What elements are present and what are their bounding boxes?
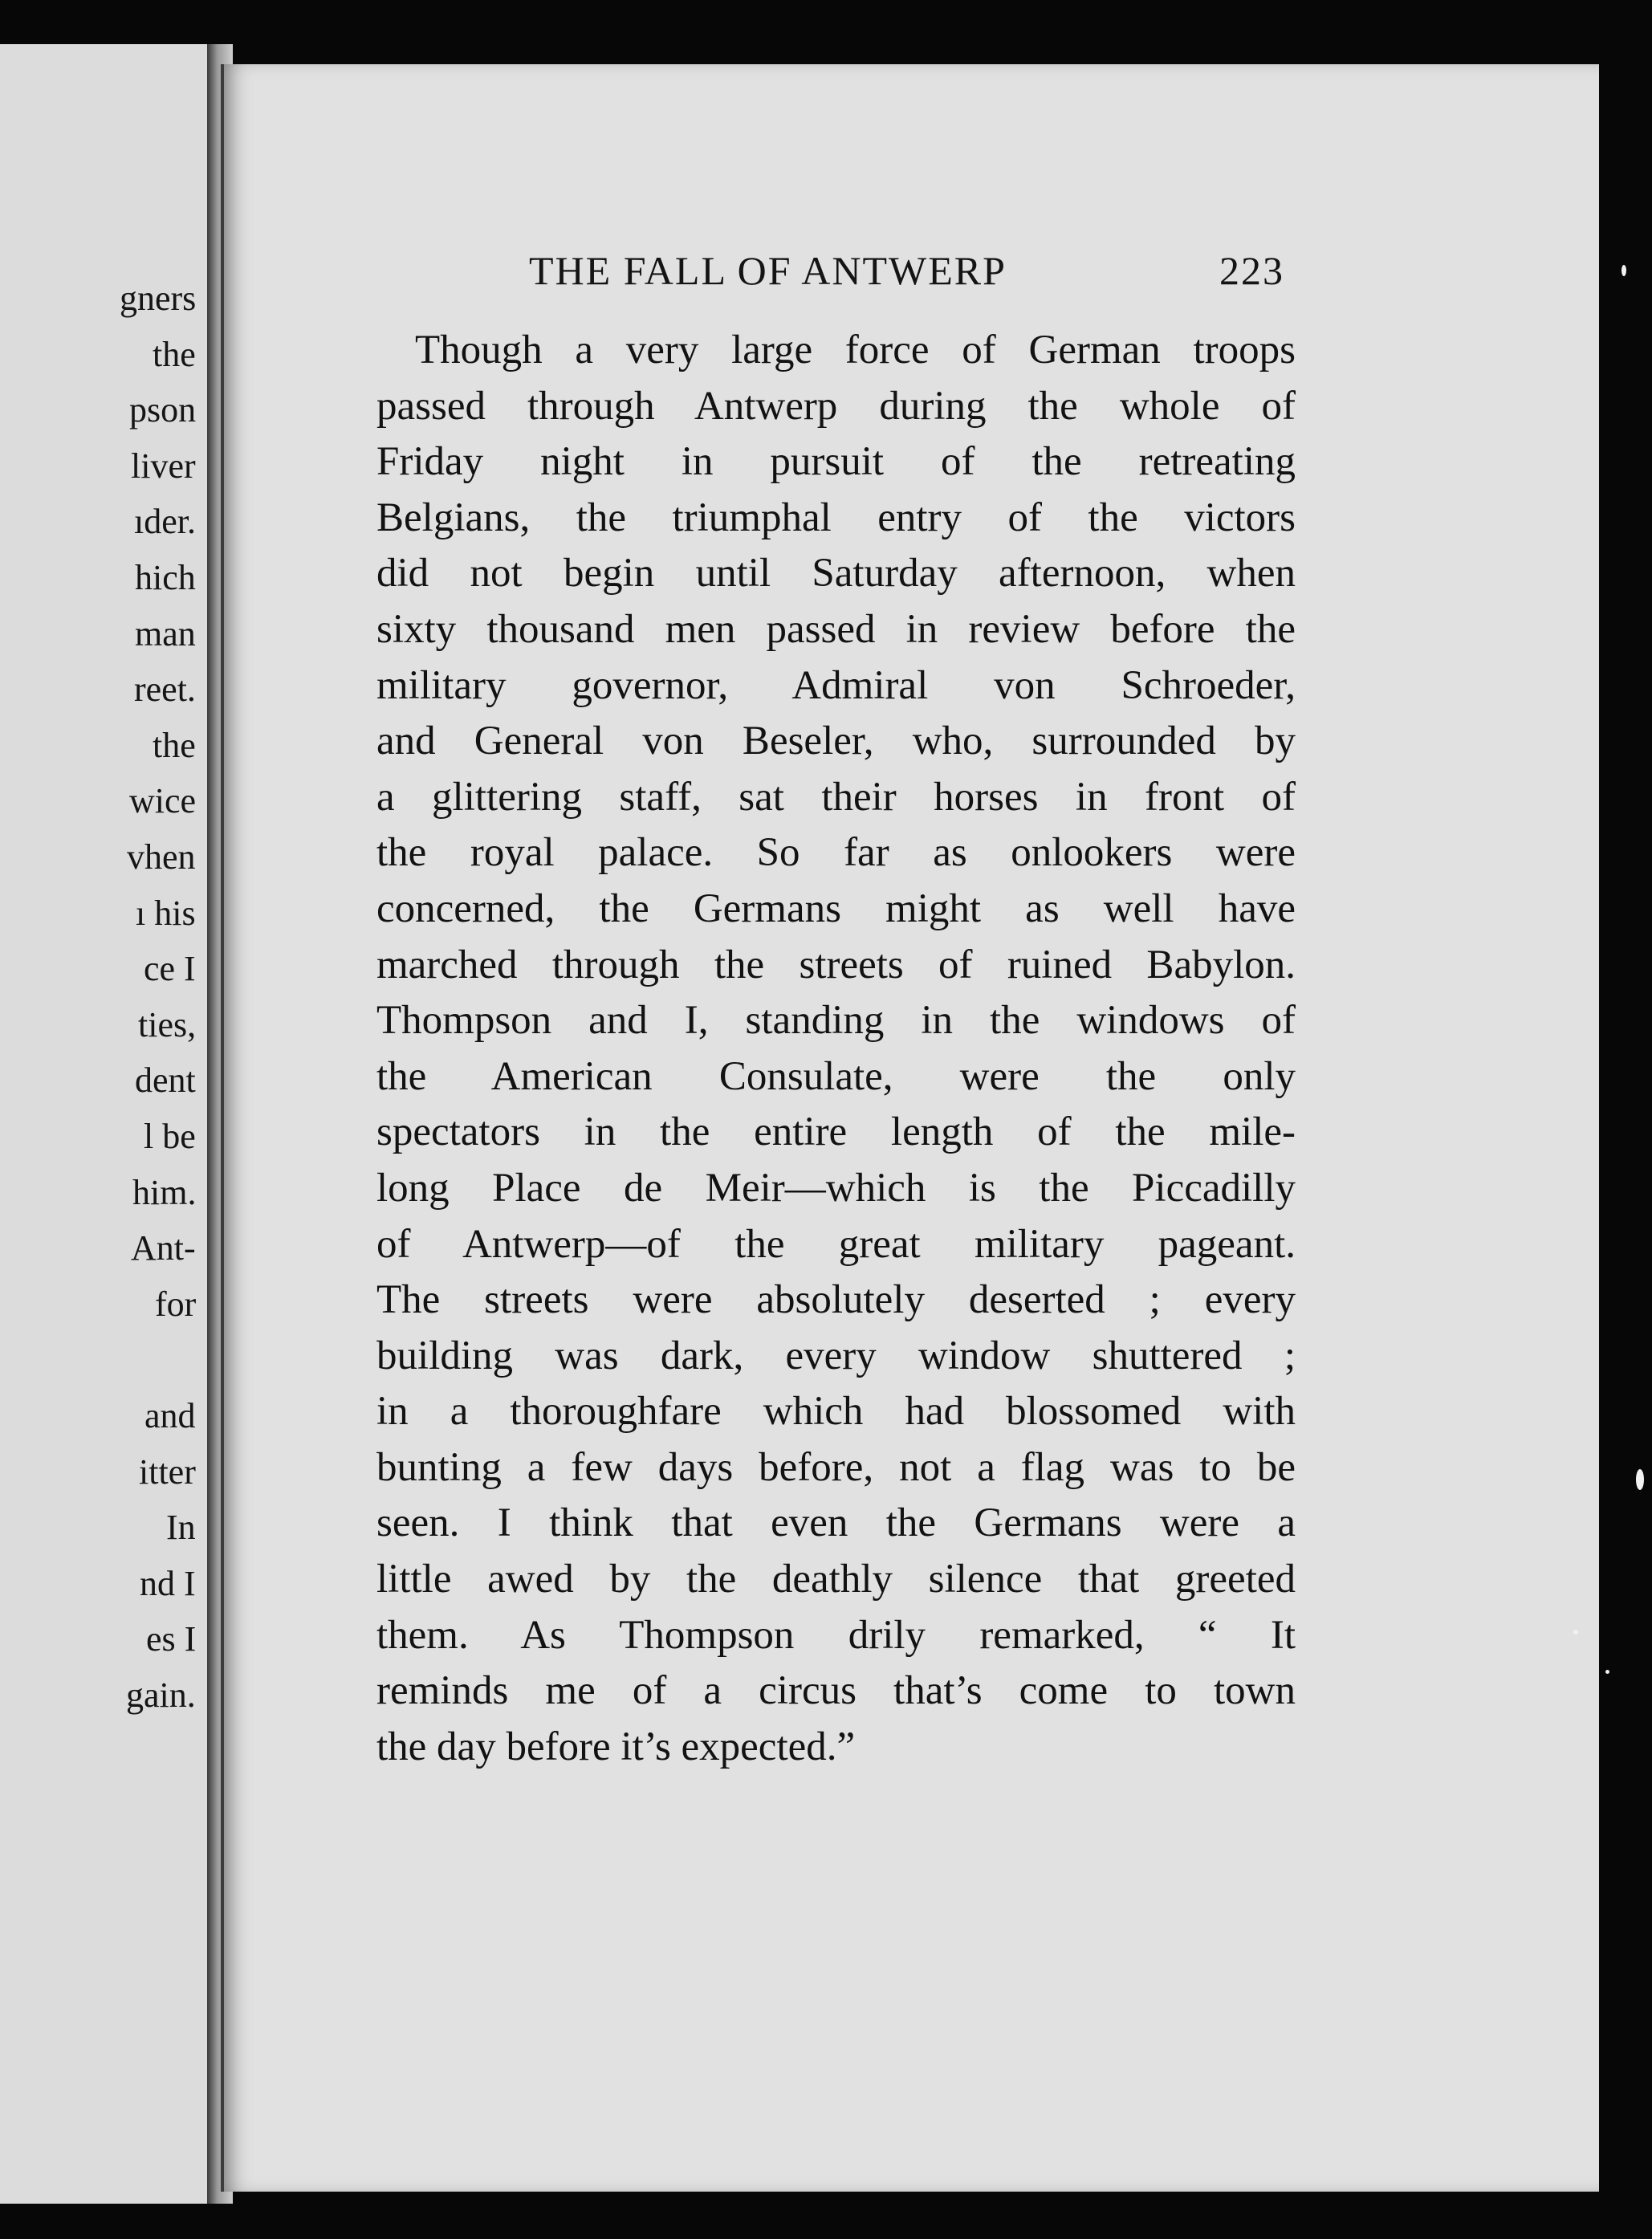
scan-speck: [1636, 1469, 1644, 1490]
body-paragraph: [376, 323, 1296, 1775]
text-line: the royal palace. So far as onlookers were: [376, 830, 1296, 876]
text-line: of Antwerp—of the great military pageant.: [376, 1221, 1296, 1267]
scan-speck: [1605, 1670, 1609, 1674]
text-line: bunting a few days before, not a flag was to be: [376, 1444, 1296, 1490]
text-line: did not begin until Saturday afternoon, when: [376, 551, 1296, 596]
text-line: them. As Thompson drily remarked, “ It: [376, 1612, 1296, 1658]
scan-speck: [1621, 265, 1626, 276]
text-line: spectators in the entire length of the mile-: [376, 1109, 1296, 1155]
text-line: in a thoroughfare which had blossomed with: [376, 1389, 1296, 1435]
text-line: concerned, the Germans might as well have: [376, 885, 1296, 931]
text-line: The streets were absolutely deserted ; every: [376, 1277, 1296, 1323]
facing-page-left: gners the pson liver ıder. hich man reet. the wice vhen ı his ce I ties, dent l be him. Ant- for and itter In nd I es I gain.: [0, 44, 210, 2204]
text-line: reminds me of a circus that’s come to town: [376, 1668, 1296, 1714]
text-line: the day before it’s expected.”: [376, 1724, 856, 1769]
text-line: sixty thousand men passed in review before the: [376, 606, 1296, 652]
text-line: a glittering staff, sat their horses in front of: [376, 774, 1296, 820]
text-line: Thompson and I, standing in the windows of: [376, 998, 1296, 1044]
text-line: passed through Antwerp during the whole of: [376, 383, 1296, 429]
scan-speck: [1573, 1630, 1578, 1634]
book-page: [221, 64, 1599, 2192]
text-line: Belgians, the triumphal entry of the victors: [376, 495, 1296, 540]
text-line: Friday night in pursuit of the retreating: [376, 439, 1296, 485]
running-head: [224, 247, 1599, 303]
text-line: long Place de Meir—which is the Piccadilly: [376, 1165, 1296, 1211]
text-line: military governor, Admiral von Schroeder,: [376, 662, 1296, 708]
text-line: seen. I think that even the Germans were a: [376, 1500, 1296, 1546]
text-line: marched through the streets of ruined Babylon.: [376, 942, 1296, 987]
text-line: and General von Beseler, who, surrounded by: [376, 719, 1296, 764]
page-number: 223: [1219, 248, 1284, 293]
running-head-title: THE FALL OF ANTWERP: [529, 248, 1007, 293]
text-line: little awed by the deathly silence that greeted: [376, 1557, 1296, 1602]
text-line: Though a very large force of German troops: [415, 328, 1296, 372]
text-line: the American Consulate, were the only: [376, 1053, 1296, 1099]
text-line: building was dark, every window shuttered ;: [376, 1333, 1296, 1378]
